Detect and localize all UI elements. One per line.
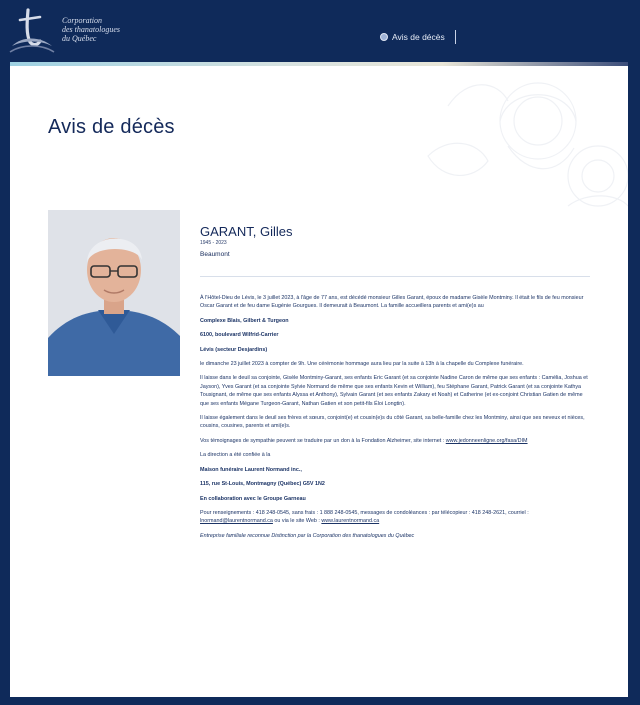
content-panel bbox=[10, 66, 628, 697]
residence-place: Beaumont bbox=[200, 251, 230, 258]
contact-text: Pour renseignements : 418 248-0545, sans frais : 1 888 248-0545, messages de condoléances : par télécopieur : 418 248-2621, courriel : bbox=[200, 509, 529, 516]
obituary-paragraph: À l'Hôtel-Dieu de Lévis, le 3 juillet 2023, à l'âge de 77 ans, est décédé monsieur Gilles Garant, époux de madame Gisèle Montminy. Il était le fils de feu monsieur Oscar Garant et de feu dame Eugénie Gourgues. Il demeurait à Beaumont. La famille accueillera parents et ami(e)s au bbox=[200, 295, 584, 310]
venue-city: Lévis (secteur Desjardins) bbox=[200, 346, 268, 353]
footer-note: Entreprise familiale reconnue Distinction par la Corporation des thanatologues du Québec bbox=[200, 532, 415, 539]
main-nav bbox=[380, 30, 456, 44]
venue-name: Complexe Blais, Gilbert & Turgeon bbox=[200, 317, 289, 324]
email-link[interactable]: lnormand@laurentnormand.ca bbox=[200, 518, 273, 525]
org-line-2: des thanatologues bbox=[62, 25, 120, 34]
nav-bullet-icon bbox=[380, 33, 388, 41]
site-header bbox=[0, 0, 640, 66]
donation-text: Vos témoignages de sympathie peuvent se traduire par un don à la Fondation Alzheimer, site internet : bbox=[200, 437, 446, 444]
life-dates: 1945 - 2023 bbox=[200, 240, 227, 246]
obituary-text bbox=[200, 294, 592, 546]
venue-address: 6100, boulevard Wilfrid-Carrier bbox=[200, 332, 279, 339]
donation-link[interactable]: www.jedonneenligne.org/fasa/DIM bbox=[445, 437, 528, 444]
obituary-paragraph: La direction a été confiée à la bbox=[200, 452, 271, 459]
deceased-name: GARANT, Gilles bbox=[200, 224, 293, 239]
page-title: Avis de décès bbox=[48, 116, 175, 138]
donation-paragraph bbox=[200, 437, 592, 445]
contact-mid-text: ou via le site Web : bbox=[272, 518, 322, 525]
funeral-home-address: 115, rue St-Louis, Montmagny (Québec) G5V 1N2 bbox=[200, 481, 325, 488]
corporation-logo[interactable] bbox=[8, 6, 56, 56]
obituary-paragraph: Il laisse également dans le deuil ses frères et sœurs, conjoint(e) et cousin(e)s du côté Garant, sa belle-famille chez les Montminy, ainsi que ses neveux et nièces, cousins, cousines, parents et ami(e)s. bbox=[200, 415, 585, 430]
collaboration-note: En collaboration avec le Groupe Garneau bbox=[200, 495, 306, 502]
obituary-paragraph: le dimanche 23 juillet 2023 à compter de 9h. Une cérémonie hommage aura lieu par la suite à 13h à la chapelle du Complexe funéraire. bbox=[200, 361, 524, 368]
contact-paragraph bbox=[200, 509, 592, 526]
organization-name bbox=[62, 16, 120, 43]
section-divider bbox=[200, 276, 590, 277]
org-line-3: du Québec bbox=[62, 34, 97, 43]
nav-item-avis-de-deces[interactable]: Avis de décès bbox=[392, 32, 445, 42]
website-link[interactable]: www.laurentnormand.ca bbox=[321, 518, 380, 525]
nav-divider bbox=[455, 30, 456, 44]
floral-decoration bbox=[388, 66, 628, 216]
org-line-1: Corporation bbox=[62, 16, 103, 25]
obituary-paragraph: Il laisse dans le deuil sa conjointe, Gisèle Montminy-Garant, ses enfants Eric Garant (et sa conjointe Nadine Caron de même que ses enfants : Camélia, Joshua et Jayson), Yves Garant (et sa conjointe Sylvie Normand de même que ses enfants Kevin et William), feu Stéphane Garant, Patrick Garant (et sa conjointe Kathya Tousignant, de même que ses enfants Alyssa et Anthony), Sylvain Garant (et ses enfants Zakary et Noah) et Catherine (et ex-conjoint Christian Gatien de même que ses enfants Mégane Turgeon-Garant, Nathan Gatien et son petit-fils Éloi Longtin). bbox=[200, 375, 588, 407]
deceased-photo bbox=[48, 210, 180, 376]
funeral-home-name: Maison funéraire Laurent Normand inc., bbox=[200, 466, 302, 473]
